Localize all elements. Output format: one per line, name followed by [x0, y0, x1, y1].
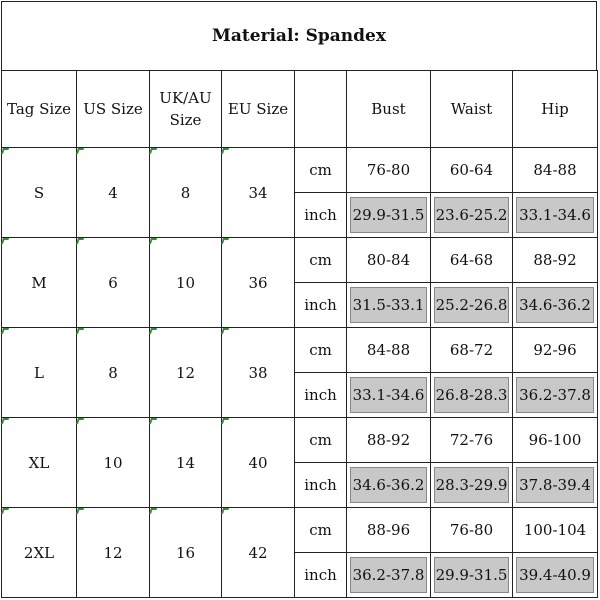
unit-cm-label: cm [295, 328, 347, 373]
hip-inch-value: 33.1-34.6 [516, 197, 594, 233]
header-waist: Waist [431, 71, 513, 148]
hip-inch-value: 39.4-40.9 [516, 557, 594, 593]
us-size-value: 6 [108, 273, 118, 292]
table-row-cm [2, 238, 598, 283]
header-uk-au-size [150, 71, 222, 148]
uk-au-size-value: 14 [175, 453, 196, 472]
tag-size-cell [2, 148, 77, 238]
uk-au-size-cell [150, 328, 222, 418]
unit-inch-label: inch [295, 463, 347, 508]
bust-cm-value: 76-80 [347, 148, 431, 193]
bust-inch-cell [347, 553, 431, 598]
bust-inch-cell [347, 373, 431, 418]
bust-cm-value: 80-84 [347, 238, 431, 283]
us-size-value: 12 [103, 543, 123, 562]
corner-tick-icon [221, 328, 229, 334]
us-size-value: 8 [108, 363, 118, 382]
unit-cm-label: cm [295, 508, 347, 553]
waist-cm-value: 68-72 [431, 328, 513, 373]
corner-tick-icon [76, 148, 84, 154]
waist-cm-value: 76-80 [431, 508, 513, 553]
header-uk-au-line2: Size [169, 111, 202, 129]
corner-tick-icon [221, 238, 229, 244]
unit-cm-label: cm [295, 238, 347, 283]
corner-tick-icon [221, 418, 229, 424]
hip-cm-value: 92-96 [513, 328, 598, 373]
uk-au-size-value: 16 [175, 543, 196, 562]
chart-title: Material: Spandex [1, 1, 597, 70]
uk-au-size-value: 8 [180, 183, 191, 202]
bust-cm-value: 84-88 [347, 328, 431, 373]
table-row-cm [2, 508, 598, 553]
uk-au-size-cell [150, 238, 222, 328]
bust-cm-value: 88-92 [347, 418, 431, 463]
corner-tick-icon [76, 418, 84, 424]
unit-inch-label: inch [295, 193, 347, 238]
header-bust: Bust [347, 71, 431, 148]
waist-inch-value: 25.2-26.8 [434, 287, 509, 323]
eu-size-cell [222, 508, 295, 598]
tag-size-value: S [33, 183, 45, 202]
hip-inch-cell [513, 553, 598, 598]
eu-size-value: 42 [248, 543, 268, 562]
hip-inch-cell [513, 193, 598, 238]
eu-size-value: 40 [248, 453, 268, 472]
table-row-cm [2, 418, 598, 463]
eu-size-value: 38 [248, 363, 268, 382]
bust-inch-value: 29.9-31.5 [350, 197, 427, 233]
corner-tick-icon [76, 328, 84, 334]
us-size-value: 10 [103, 453, 123, 472]
hip-inch-cell [513, 373, 598, 418]
eu-size-value: 36 [248, 273, 268, 292]
eu-size-cell [222, 148, 295, 238]
corner-tick-icon [149, 508, 157, 514]
corner-tick-icon [1, 148, 9, 154]
uk-au-size-cell [150, 508, 222, 598]
us-size-cell [77, 508, 150, 598]
size-chart [1, 1, 597, 597]
eu-size-cell [222, 238, 295, 328]
header-hip: Hip [513, 71, 598, 148]
hip-inch-cell [513, 463, 598, 508]
eu-size-value: 34 [248, 183, 268, 202]
waist-inch-value: 29.9-31.5 [434, 557, 509, 593]
corner-tick-icon [76, 508, 84, 514]
corner-tick-icon [76, 238, 84, 244]
corner-tick-icon [149, 238, 157, 244]
us-size-cell [77, 418, 150, 508]
size-table [1, 70, 598, 598]
hip-cm-value: 100-104 [513, 508, 598, 553]
bust-inch-value: 33.1-34.6 [350, 377, 427, 413]
header-row [2, 71, 598, 148]
eu-size-cell [222, 418, 295, 508]
waist-inch-cell [431, 553, 513, 598]
bust-inch-cell [347, 283, 431, 328]
hip-inch-value: 34.6-36.2 [516, 287, 594, 323]
unit-inch-label: inch [295, 373, 347, 418]
waist-inch-cell [431, 193, 513, 238]
table-row-cm [2, 328, 598, 373]
corner-tick-icon [221, 508, 229, 514]
tag-size-cell [2, 508, 77, 598]
tag-size-cell [2, 238, 77, 328]
unit-inch-label: inch [295, 283, 347, 328]
tag-size-value: XL [28, 453, 50, 472]
hip-inch-cell [513, 283, 598, 328]
waist-cm-value: 64-68 [431, 238, 513, 283]
bust-inch-cell [347, 463, 431, 508]
corner-tick-icon [1, 418, 9, 424]
waist-inch-value: 26.8-28.3 [434, 377, 509, 413]
table-row-cm [2, 148, 598, 193]
uk-au-size-value: 12 [175, 363, 196, 382]
uk-au-size-value: 10 [175, 273, 196, 292]
bust-cm-value: 88-96 [347, 508, 431, 553]
unit-inch-label: inch [295, 553, 347, 598]
uk-au-size-cell [150, 148, 222, 238]
tag-size-cell [2, 328, 77, 418]
waist-inch-cell [431, 373, 513, 418]
hip-cm-value: 84-88 [513, 148, 598, 193]
us-size-cell [77, 328, 150, 418]
us-size-cell [77, 238, 150, 328]
corner-tick-icon [149, 148, 157, 154]
bust-inch-value: 31.5-33.1 [350, 287, 427, 323]
eu-size-cell [222, 328, 295, 418]
corner-tick-icon [1, 508, 9, 514]
waist-cm-value: 72-76 [431, 418, 513, 463]
corner-tick-icon [1, 238, 9, 244]
unit-cm-label: cm [295, 148, 347, 193]
hip-cm-value: 88-92 [513, 238, 598, 283]
header-unit [295, 71, 347, 148]
hip-cm-value: 96-100 [513, 418, 598, 463]
table-body [2, 148, 598, 598]
tag-size-value: L [34, 363, 44, 382]
uk-au-size-cell [150, 418, 222, 508]
bust-inch-cell [347, 193, 431, 238]
corner-tick-icon [1, 328, 9, 334]
tag-size-value: 2XL [23, 543, 55, 562]
waist-inch-value: 23.6-25.2 [434, 197, 509, 233]
waist-inch-value: 28.3-29.9 [434, 467, 509, 503]
waist-inch-cell [431, 463, 513, 508]
us-size-value: 4 [108, 183, 118, 202]
hip-inch-value: 36.2-37.8 [516, 377, 594, 413]
tag-size-cell [2, 418, 77, 508]
bust-inch-value: 34.6-36.2 [350, 467, 427, 503]
unit-cm-label: cm [295, 418, 347, 463]
header-tag-size: Tag Size [2, 71, 77, 148]
header-eu-size: EU Size [222, 71, 295, 148]
corner-tick-icon [221, 148, 229, 154]
tag-size-value: M [31, 273, 47, 292]
us-size-cell [77, 148, 150, 238]
header-us-size: US Size [77, 71, 150, 148]
waist-cm-value: 60-64 [431, 148, 513, 193]
header-uk-au-line1: UK/AU [159, 89, 212, 107]
waist-inch-cell [431, 283, 513, 328]
hip-inch-value: 37.8-39.4 [516, 467, 594, 503]
corner-tick-icon [149, 418, 157, 424]
corner-tick-icon [149, 328, 157, 334]
bust-inch-value: 36.2-37.8 [350, 557, 427, 593]
